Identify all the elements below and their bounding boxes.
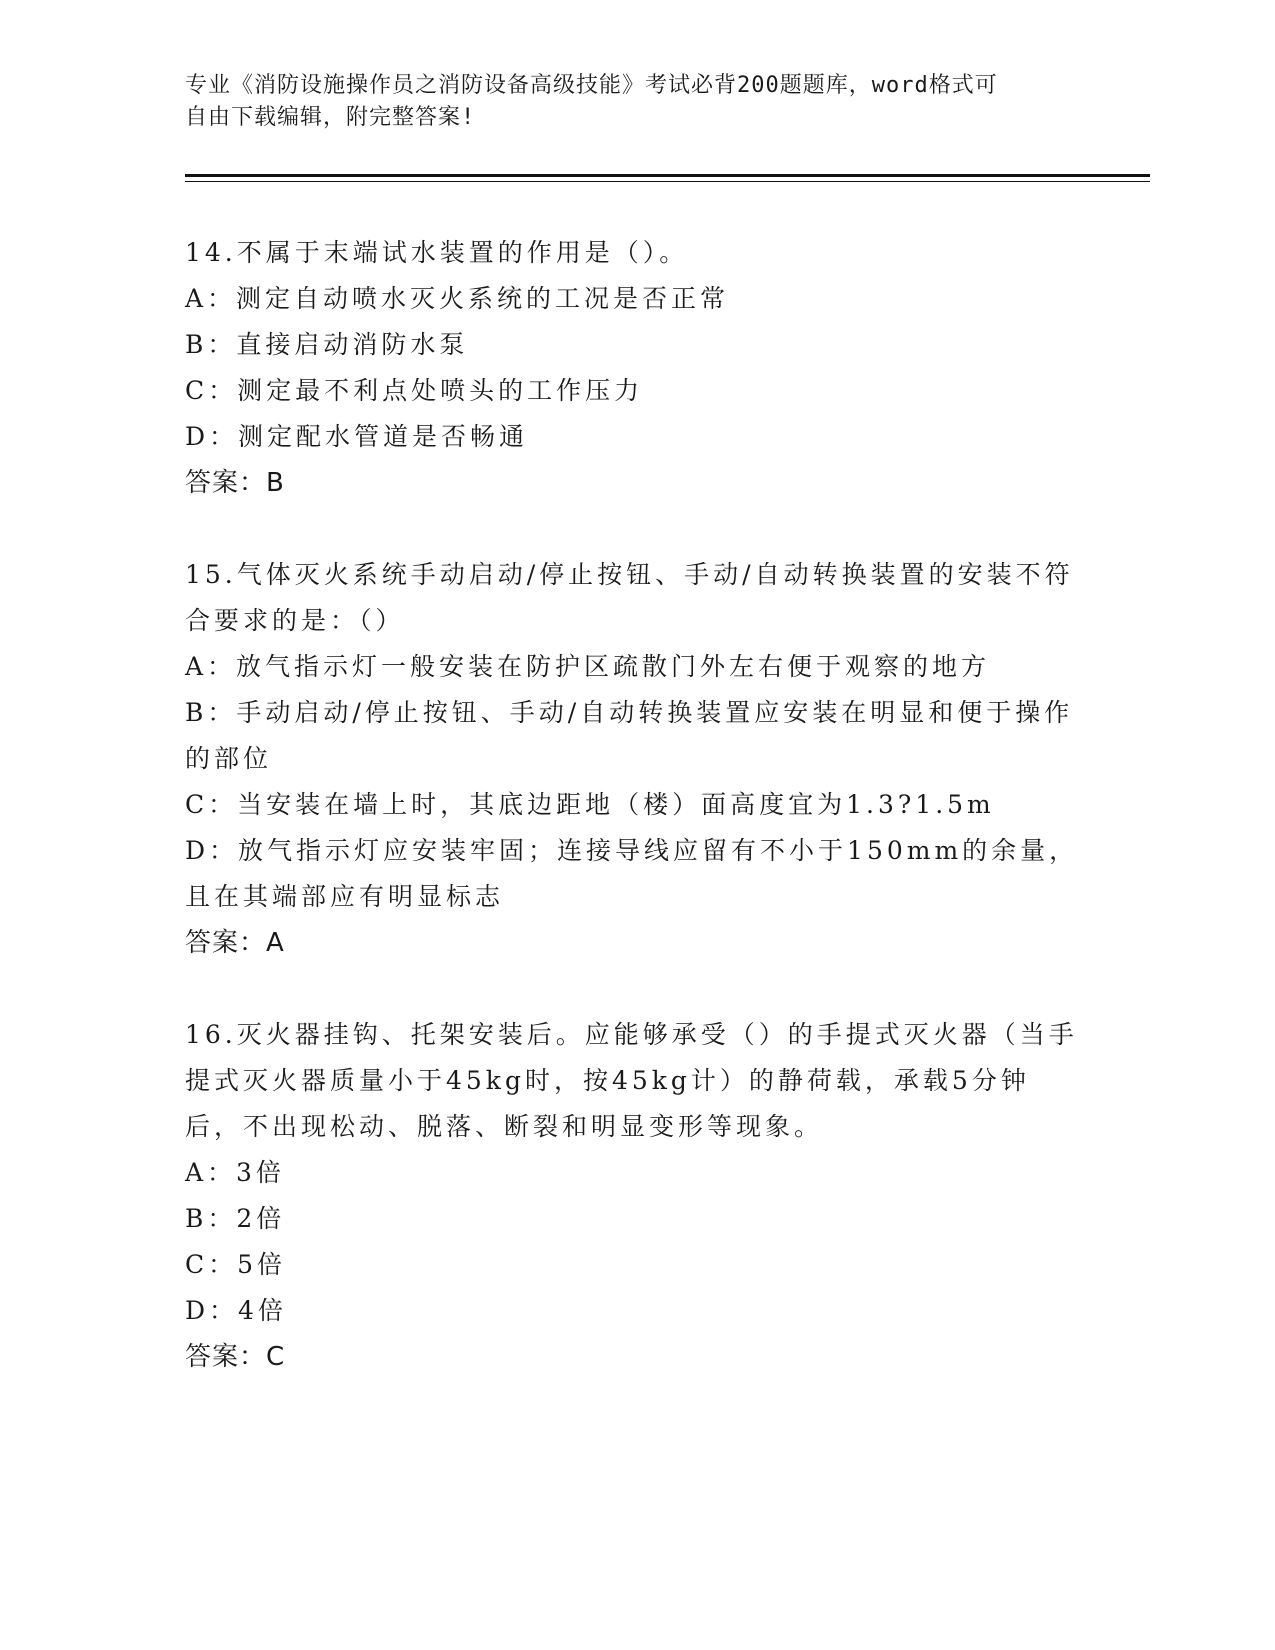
- document-header: [185, 70, 1065, 134]
- header-rule-thick: [185, 174, 1150, 177]
- question-16: [185, 1012, 1080, 1380]
- answer: 答案：B: [185, 468, 285, 498]
- option-a: A：放气指示灯一般安装在防护区疏散门外左右便于观察的地方: [185, 652, 991, 681]
- question-stem: 16.灭火器挂钩、托架安装后。应能够承受（）的手提式灭火器（当手提式灭火器质量小于45kg时，按45kg计）的静荷载，承载5分钟后，不出现松动、脱落、断裂和明显变形等现象。: [185, 1020, 1078, 1141]
- question-15: [185, 552, 1080, 966]
- option-c: C：当安装在墙上时，其底边距地（楼）面高度宜为1.3?1.5m: [185, 790, 995, 819]
- question-stem: 15.气体灭火系统手动启动/停止按钮、手动/自动转换装置的安装不符合要求的是：（）: [185, 560, 1074, 635]
- option-a: A：测定自动喷水灭火系统的工况是否正常: [185, 284, 730, 313]
- answer: 答案：A: [185, 928, 285, 958]
- header-line-1: 专业《消防设施操作员之消防设备高级技能》考试必背200题题库，word格式可: [185, 73, 998, 98]
- question-14: [185, 230, 1080, 506]
- question-list: [185, 230, 1080, 1426]
- option-c: C：5倍: [185, 1250, 287, 1279]
- option-d: D：放气指示灯应安装牢固；连接导线应留有不小于150mm的余量，且在其端部应有明显标志: [185, 836, 1079, 911]
- option-c: C：测定最不利点处喷头的工作压力: [185, 376, 644, 405]
- header-line-2: 自由下载编辑，附完整答案!: [185, 105, 476, 130]
- option-b: B：直接启动消防水泵: [185, 330, 469, 359]
- header-rule-thin: [185, 181, 1150, 182]
- option-d: D：4倍: [185, 1296, 287, 1325]
- question-stem: 14.不属于末端试水装置的作用是（）。: [185, 238, 689, 267]
- option-b: B：2倍: [185, 1204, 286, 1233]
- option-d: D：测定配水管道是否畅通: [185, 422, 529, 451]
- answer: 答案：C: [185, 1342, 286, 1372]
- option-a: A：3倍: [185, 1158, 285, 1187]
- option-b: B：手动启动/停止按钮、手动/自动转换装置应安装在明显和便于操作的部位: [185, 698, 1074, 773]
